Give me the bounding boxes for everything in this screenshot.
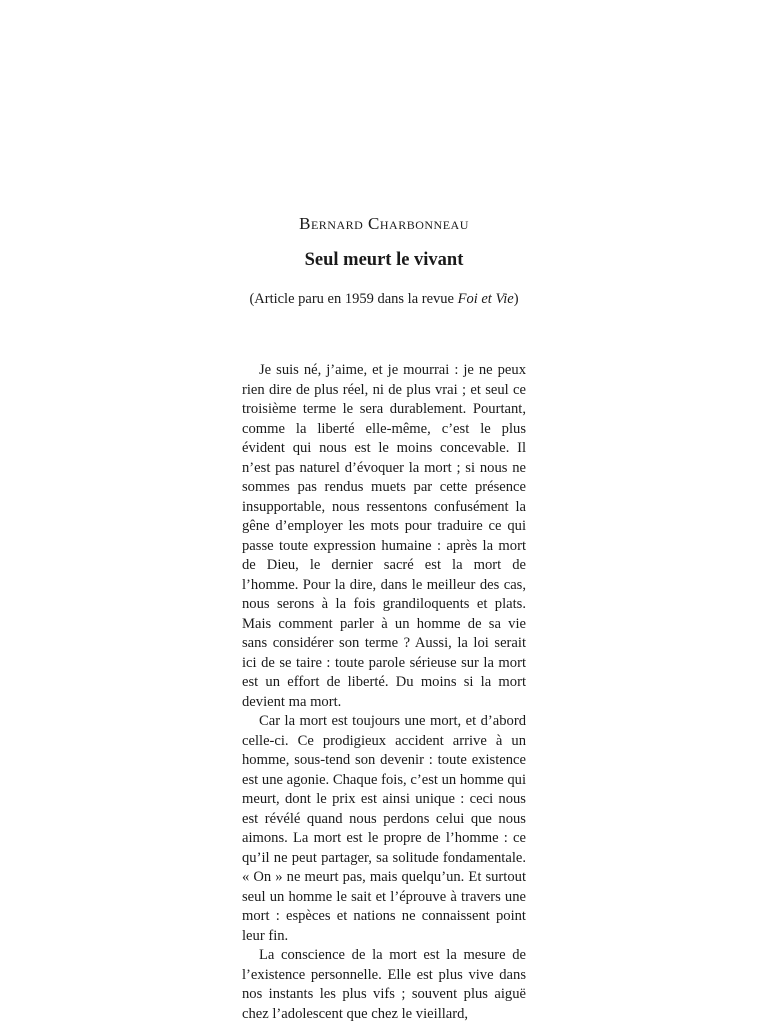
subtitle-prefix: (Article paru en 1959 dans la revue: [249, 291, 458, 307]
paragraph: Je suis né, j’aime, et je mourrai : je ne peux rien dire de plus réel, ni de plus vrai ; et seul ce troisième terme le sera durablement. Pourtant, comme la liberté elle-même, c’est le plus évident qui nous est le moins concevable. Il n’est pas naturel d’évoquer la mort ; si nous ne sommes pas rendus muets par cette présence insupportable, nous ressentons confusément la gêne d’employer les mots pour traduire ce qui passe toute expression humaine : après la mort de Dieu, le dernier sacré est la mort de l’homme. Pour la dire, dans le meilleur des cas, nous serons à la fois grandiloquents et plats. Mais comment parler à un homme de sa vie sans considérer son terme ? Aussi, la loi serait ici de se taire : toute parole sérieuse sur la mort est un effort de liberté. Du moins si la mort devient ma mort.: [242, 362, 526, 710]
journal-name: Foi et Vie: [457, 291, 514, 307]
author-name: Bernard Charbonneau: [299, 214, 469, 233]
article-title: Seul meurt le vivant: [304, 250, 464, 270]
subtitle-suffix: ): [513, 291, 519, 307]
article-subtitle: [0, 291, 768, 308]
article-body: [242, 361, 526, 1024]
paragraph: La conscience de la mort est la mesure de l’existence personnelle. Elle est plus vive dans nos instants les plus vifs ; souvent plus aiguë chez l’adolescent que chez le vieillard,: [242, 947, 526, 1022]
paragraph: Car la mort est toujours une mort, et d’abord celle-ci. Ce prodigieux accident arrive à un homme, sous-tend son devenir : toute existence est une agonie. Chaque fois, c’est un homme qui meurt, dont le prix est ainsi unique : ceci nous est révélé quand nous perdons celui que nous aimons. La mort est le propre de l’homme : ce qu’il ne peut partager, sa solitude fondamentale. « On » ne meurt pas, mais quelqu’un. Et surtout seul un homme le sait et l’éprouve à travers une mort : espèces et nations ne connaissent point leur fin.: [242, 713, 526, 944]
